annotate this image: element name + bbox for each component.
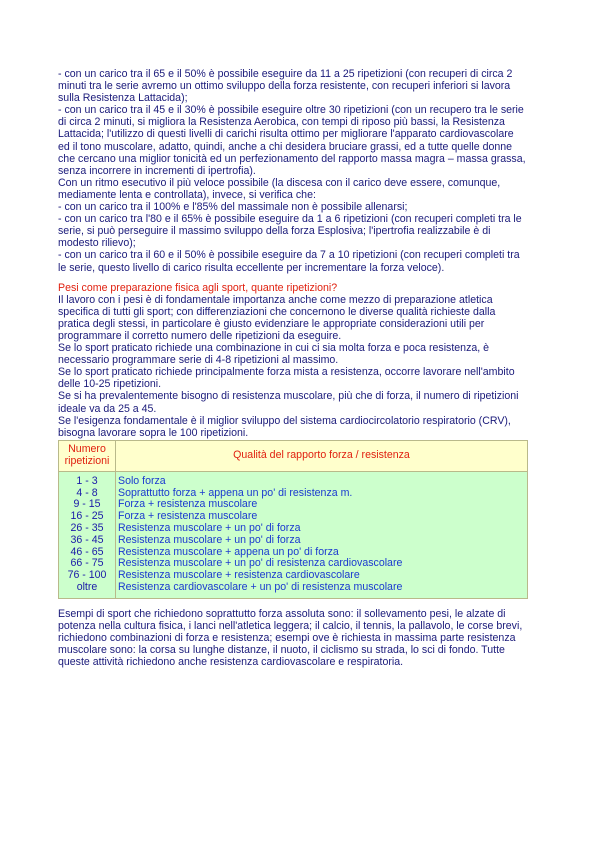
row-reps: 66 - 75: [59, 558, 116, 570]
section-paragraph-5: Se l'esigenza fondamentale è il miglior sviluppo del sistema cardiocircolatorio respiratorio (CRV), bisogna lavorare sopra le 100 ripetizioni.: [58, 414, 511, 439]
table-row: [59, 471, 528, 487]
section-paragraph-1: Il lavoro con i pesi è di fondamentale importanza anche come mezzo di preparazione atletica specifica di tutti gli sport; con differenziazioni che concernono le diverse qualità richieste dalla pratica degli stessi, in particolare è giusto evidenziare le appropriate considerazioni utili per programmare il corretto numero delle ripetizioni da eseguire.: [58, 293, 496, 342]
row-quality: Resistenza cardiovascolare + un po' di resistenza muscolare: [116, 582, 528, 598]
row-quality: Resistenza muscolare + resistenza cardiovascolare: [116, 570, 528, 582]
intro-line-4: - con un carico tra il 100% e l'85% del massimale non è possibile allenarsi;: [58, 201, 408, 214]
row-quality: Resistenza muscolare + appena un po' di forza: [116, 547, 528, 559]
intro-line-1: - con un carico tra il 65 e il 50% è possibile eseguire da 11 a 25 ripetizioni (con recuperi di circa 2 minuti tra le serie avremo un ottimo sviluppo della forza resistente, con recuperi inferiori si lavora sulla Resistenza Lattacida);: [58, 68, 513, 105]
row-reps: 46 - 65: [59, 547, 116, 559]
row-quality: Forza + resistenza muscolare: [116, 511, 528, 523]
row-quality: Resistenza muscolare + un po' di resistenza cardiovascolare: [116, 558, 528, 570]
row-quality: Solo forza: [116, 471, 528, 487]
intro-line-6: - con un carico tra il 60 e il 50% è possibile eseguire da 7 a 10 ripetizioni (con recuperi completi tra le serie, questo livello di carico risulta eccellente per incrementare la forza veloce).: [58, 249, 520, 274]
section-paragraph-4: Se si ha prevalentemente bisogno di resistenza muscolare, più che di forza, il numero di ripetizioni ideale va da 25 a 45.: [58, 390, 519, 415]
row-quality: Resistenza muscolare + un po' di forza: [116, 535, 528, 547]
row-quality: Soprattutto forza + appena un po' di resistenza m.: [116, 488, 528, 500]
intro-line-5: - con un carico tra l'80 e il 65% è possibile eseguire da 1 a 6 ripetizioni (con recuperi completi tra le serie, si può perseguire il massimo sviluppo della forza Esplosiva; l'ipertrofia realizzabile è di modesto rilievo);: [58, 213, 522, 250]
section-paragraph-3: Se lo sport praticato richiede principalmente forza mista a resistenza, occorre lavorare nell'ambito delle 10-25 ripetizioni.: [58, 366, 515, 391]
row-reps: 9 - 15: [59, 499, 116, 511]
repetitions-table: [58, 440, 528, 599]
row-reps: 16 - 25: [59, 511, 116, 523]
row-reps: 4 - 8: [59, 488, 116, 500]
row-quality: Resistenza muscolare + un po' di forza: [116, 523, 528, 535]
row-reps: 76 - 100: [59, 570, 116, 582]
section-paragraph-2: Se lo sport praticato richiede una combinazione in cui ci sia molta forza e poca resistenza, è necessario programmare serie di 4-8 ripetizioni al massimo.: [58, 342, 490, 367]
header-reps: Numero ripetizioni: [59, 440, 116, 471]
table-header-row: [59, 440, 528, 471]
section-heading: Pesi come preparazione fisica agli sport, quante ripetizioni?: [58, 281, 338, 294]
row-reps: 1 - 3: [59, 471, 116, 487]
document-page: [58, 68, 528, 668]
table-row: [59, 582, 528, 598]
row-reps: oltre: [59, 582, 116, 598]
row-quality: Forza + resistenza muscolare: [116, 499, 528, 511]
table-row: [59, 535, 528, 547]
intro-line-3: Con un ritmo esecutivo il più veloce possibile (la discesa con il carico deve essere, comunque, mediamente lenta e controllata), invece, si verifica che:: [58, 176, 501, 201]
header-quality: Qualità del rapporto forza / resistenza: [116, 440, 528, 471]
closing-paragraph: Esempi di sport che richiedono soprattutto forza assoluta sono: il sollevamento pesi, le alzate di potenza nella cultura fisica, i lanci nell'atletica leggera; il calcio, il tennis, la pallavolo, le corse brevi, richiedono combinazioni di forza e resistenza; esempi ove è richiesta in massima parte resistenza muscolare sono: la corsa su lunghe distanze, il nuoto, il ciclismo su strada, lo sci di fondo. Tutte queste attività richiedono anche resistenza cardiovascolare e respiratoria.: [58, 607, 523, 669]
row-reps: 36 - 45: [59, 535, 116, 547]
row-reps: 26 - 35: [59, 523, 116, 535]
intro-line-2: - con un carico tra il 45 e il 30% è possibile eseguire oltre 30 ripetizioni (con un recupero tra le serie di circa 2 minuti, si migliora la Resistenza Aerobica, con tempi di riposo più bassi, la Resistenza Lattacida; l'utilizzo di questi livelli di carichi risulta ottimo per migliorare l'apparato cardiovascolare ed il tono muscolare, adatto, quindi, anche a chi desidera bruciare grassi, ed a tutte quelle donne che cercano una miglior tonicità ed un perfezionamento del rapporto massa magra – massa grassa, senza incorrere in incrementi di ipertrofia).: [58, 104, 526, 177]
